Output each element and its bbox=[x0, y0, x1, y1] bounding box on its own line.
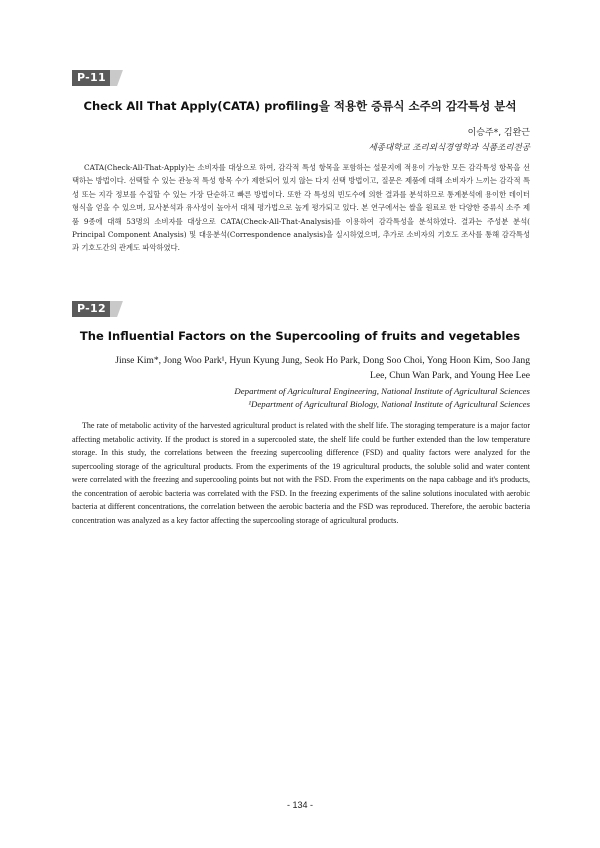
p11-title: Check All That Apply(CATA) profiling을 적용한 증류식 소주의 감각특성 분석 bbox=[83, 99, 517, 113]
page-number: - 134 - bbox=[286, 800, 313, 810]
p12-title: The Influential Factors on the Supercooling of fruits and vegetables bbox=[79, 329, 521, 343]
p12-authors-line2: Lee, Chun Wan Park, and Young Hee Lee bbox=[370, 370, 530, 381]
p12-abstract: The rate of metabolic activity of the harvested agricultural product is related with the shelf life. The storaging temperature is a major factor affecting metabolic activity. If the product is stored in a supercooled state, the shelf life could be further extended than the low temperature storage. In this study, the correlations between the freezing supercooling difference (FSD) and quality factors were analyzed for the supercooling storage of the agricultural products. From the experiments of the 19 agricultural products, the soluble solid and water content were correlated with the freezing and supercooling points but not with the FSD. From the experiments on the napa cabbage and it's products, the concentration of aerobic bacteria was correlated with the FSD. In the freezing experiments of the saline solutions inoculated with aerobic bacteria at different concentrations, the correlation between the aerobic bacteria and the FSD was reproduced. Therefore, the aerobic bacteria concentration was analyzed as a key factor affecting the supercooling storage of agricultural products. bbox=[72, 421, 530, 525]
p12-badge bbox=[72, 301, 118, 317]
p11-abstract: CATA(Check-All-That-Apply)는 소비자를 대상으로 하여, 감각적 특성 항목을 포함하는 설문지에 적용이 가능한 모든 감각특성 항목을 선택하는 방법이다. 선택할 수 있는 관능적 특성 항목 수가 제한되어 있지 않는 다지 선택 방법이고, 질문은 제품에 대해 소비자가 느끼는 감각적 특성 또는 지각 정보를 수집할 수 있는 가장 단순하고 빠른 방법이다. 또한 각 특성의 빈도수에 의한 결과를 분석하므로 통계분석에 용이한 데이터 형식을 얻을 수 있으며, 묘사분석과 유사성이 높아서 대체 평가법으로 높게 평가되고 있다. 본 연구에서는 쌀을 원료로 한 다양한 증류식 소주 제품 9종에 대해 53명의 소비자를 대상으로 CATA(Check-All-That-Analysis)를 이용하여 감각특성을 분석하였다. 결과는 주성분 분석( Principal Component Analysis) 및 대응분석(Correspondence analysis)을 실시하였으며, 추가로 소비자의 기호도 조사를 통해 감각특성과 기호도간의 관계도 파악하였다. bbox=[72, 163, 530, 253]
p12-affiliation-1: Department of Agricultural Engineering, National Institute of Agricultural Sciences bbox=[234, 386, 530, 396]
p11-badge bbox=[72, 70, 118, 86]
p12-authors bbox=[72, 353, 530, 383]
p11-badge-label: P-11 bbox=[77, 71, 106, 84]
p11-affiliation: 세종대학교 조리외식경영학과 식품조리전공 bbox=[368, 143, 530, 153]
p12-badge-label: P-12 bbox=[77, 302, 106, 315]
p11-authors: 이승주*, 김완근 bbox=[467, 128, 530, 138]
p12-authors-line1: Jinse Kim*, Jong Woo Park¹, Hyun Kyung Jung, Seok Ho Park, Dong Soo Choi, Yong Hoon Kim, Soo Jang bbox=[115, 355, 530, 366]
p12-affiliation-2: ¹Department of Agricultural Biology, National Institute of Agricultural Sciences bbox=[248, 399, 530, 409]
